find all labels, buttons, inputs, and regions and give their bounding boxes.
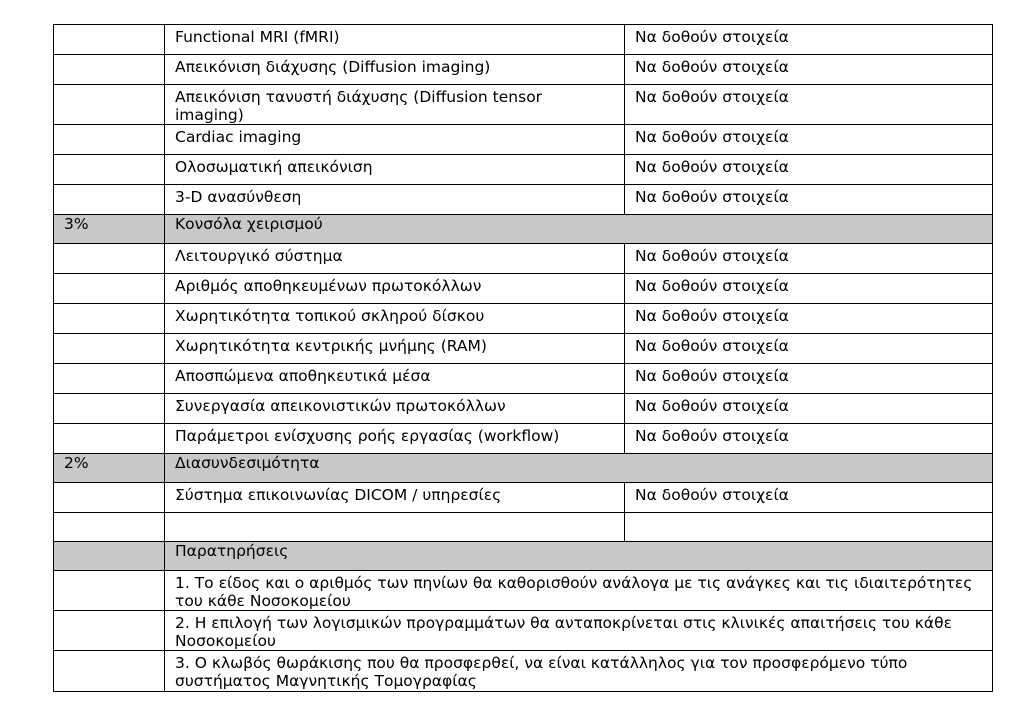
percent-cell [54,185,165,215]
percent-cell [54,394,165,424]
percent-cell [54,571,165,611]
feature-value: Να δοθούν στοιχεία [625,334,993,364]
section-header-connectivity [54,454,993,483]
feature-value: Να δοθούν στοιχεία [625,125,993,155]
feature-label: 3-D ανασύνθεση [165,185,625,215]
table-row [54,244,993,274]
feature-value: Να δοθούν στοιχεία [625,483,993,513]
feature-label: Απεικόνιση τανυστή διάχυσης (Diffusion tensor imaging) [165,85,625,125]
remark-row [54,651,993,692]
section-percent [54,542,165,571]
feature-value: Να δοθούν στοιχεία [625,304,993,334]
feature-label: Functional MRI (fMRI) [165,25,625,55]
table-row [54,394,993,424]
section-title: Κονσόλα χειρισμού [165,215,993,244]
feature-label: Χωρητικότητα τοπικού σκληρού δίσκου [165,304,625,334]
table-row [54,304,993,334]
percent-cell [54,125,165,155]
percent-cell [54,244,165,274]
percent-cell [54,155,165,185]
percent-cell [54,55,165,85]
section-header-remarks [54,542,993,571]
remark-row [54,611,993,651]
specification-table [53,24,993,692]
feature-value: Να δοθούν στοιχεία [625,394,993,424]
section-percent: 2% [54,454,165,483]
section-percent: 3% [54,215,165,244]
table-row [54,125,993,155]
percent-cell [54,364,165,394]
percent-cell [54,304,165,334]
remark-text: 1. Το είδος και ο αριθμός των πηνίων θα καθορισθούν ανάλογα με τις ανάγκες και τις ιδιαιτερότητες του κάθε Νοσοκομείου [165,571,993,611]
feature-label [165,513,625,542]
remark-row [54,571,993,611]
remark-text: 2. Η επιλογή των λογισμικών προγραμμάτων θα ανταποκρίνεται στις κλινικές απαιτήσεις του κάθε Νοσοκομείου [165,611,993,651]
feature-label: Παράμετροι ενίσχυσης ροής εργασίας (workflow) [165,424,625,454]
percent-cell [54,85,165,125]
empty-row [54,513,993,542]
feature-value: Να δοθούν στοιχεία [625,155,993,185]
feature-value: Να δοθούν στοιχεία [625,274,993,304]
feature-label: Σύστημα επικοινωνίας DICOM / υπηρεσίες [165,483,625,513]
table-row [54,483,993,513]
feature-label: Αποσπώμενα αποθηκευτικά μέσα [165,364,625,394]
percent-cell [54,334,165,364]
table-row [54,274,993,304]
percent-cell [54,513,165,542]
table-row [54,424,993,454]
feature-label: Cardiac imaging [165,125,625,155]
percent-cell [54,611,165,651]
percent-cell [54,651,165,692]
feature-label: Ολοσωματική απεικόνιση [165,155,625,185]
table-row [54,155,993,185]
remark-text: 3. Ο κλωβός θωράκισης που θα προσφερθεί, να είναι κατάλληλος για τον προσφερόμενο τύπο συστήματος Μαγνητικής Τομογραφίας [165,651,993,692]
table-row [54,185,993,215]
percent-cell [54,424,165,454]
feature-value [625,513,993,542]
percent-cell [54,274,165,304]
feature-label: Συνεργασία απεικονιστικών πρωτοκόλλων [165,394,625,424]
table-row [54,334,993,364]
feature-label: Λειτουργικό σύστημα [165,244,625,274]
feature-value: Να δοθούν στοιχεία [625,55,993,85]
feature-label: Απεικόνιση διάχυσης (Diffusion imaging) [165,55,625,85]
feature-value: Να δοθούν στοιχεία [625,25,993,55]
feature-value: Να δοθούν στοιχεία [625,85,993,125]
percent-cell [54,25,165,55]
table-row [54,85,993,125]
feature-value: Να δοθούν στοιχεία [625,244,993,274]
percent-cell [54,483,165,513]
feature-value: Να δοθούν στοιχεία [625,185,993,215]
table-row [54,364,993,394]
section-title: Διασυνδεσιμότητα [165,454,993,483]
feature-value: Να δοθούν στοιχεία [625,424,993,454]
section-header-console [54,215,993,244]
table-row [54,55,993,85]
feature-label: Χωρητικότητα κεντρικής μνήμης (RAM) [165,334,625,364]
feature-label: Αριθμός αποθηκευμένων πρωτοκόλλων [165,274,625,304]
feature-value: Να δοθούν στοιχεία [625,364,993,394]
table-row [54,25,993,55]
section-title: Παρατηρήσεις [165,542,993,571]
